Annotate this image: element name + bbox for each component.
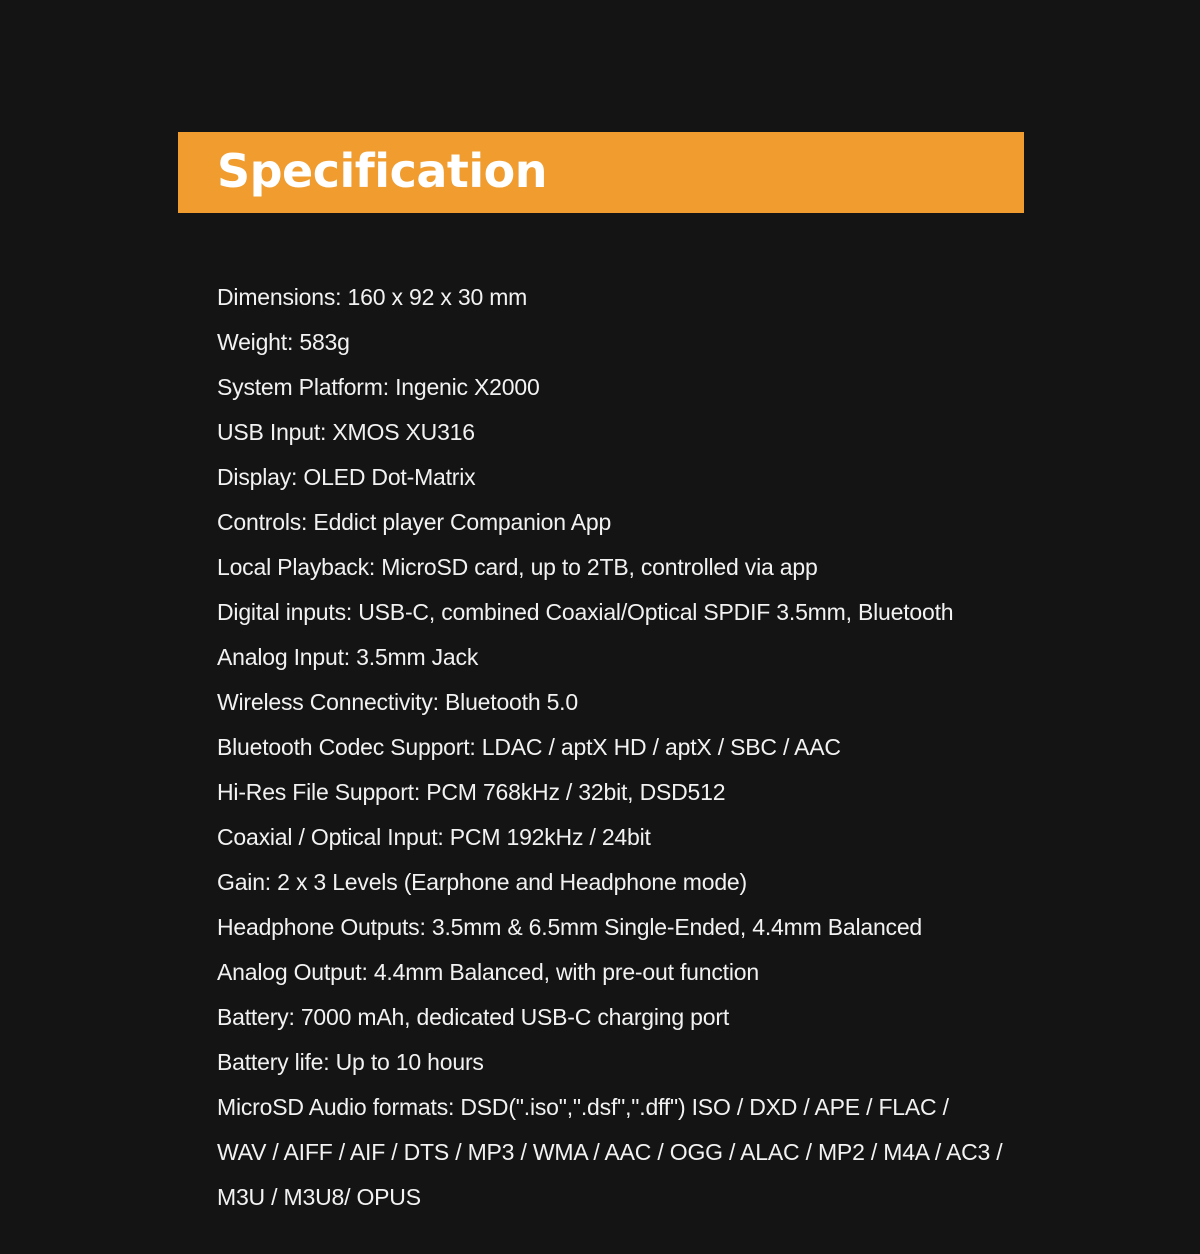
specification-list [217, 275, 1017, 1220]
spec-item-display: Display: OLED Dot-Matrix [217, 464, 476, 490]
spec-item-audio-formats-line-1: MicroSD Audio formats: DSD(".iso",".dsf",".dff") ISO / DXD / APE / FLAC / [217, 1094, 949, 1120]
spec-item-dimensions: Dimensions: 160 x 92 x 30 mm [217, 284, 528, 310]
spec-item-controls: Controls: Eddict player Companion App [217, 509, 612, 535]
spec-item-audio-formats-line-2: WAV / AIFF / AIF / DTS / MP3 / WMA / AAC / OGG / ALAC / MP2 / M4A / AC3 / [217, 1139, 1003, 1165]
spec-item-gain: Gain: 2 x 3 Levels (Earphone and Headphone mode) [217, 869, 747, 895]
spec-item-local-playback: Local Playback: MicroSD card, up to 2TB, controlled via app [217, 554, 818, 580]
spec-item-audio-formats-line-3: M3U / M3U8/ OPUS [217, 1184, 421, 1210]
spec-item-analog-input: Analog Input: 3.5mm Jack [217, 644, 479, 670]
spec-item-hi-res-support: Hi-Res File Support: PCM 768kHz / 32bit, DSD512 [217, 779, 726, 805]
spec-item-usb-input: USB Input: XMOS XU316 [217, 419, 475, 445]
spec-item-analog-output: Analog Output: 4.4mm Balanced, with pre-out function [217, 959, 759, 985]
spec-item-headphone-outputs: Headphone Outputs: 3.5mm & 6.5mm Single-Ended, 4.4mm Balanced [217, 914, 923, 940]
spec-item-digital-inputs: Digital inputs: USB-C, combined Coaxial/Optical SPDIF 3.5mm, Bluetooth [217, 599, 954, 625]
spec-item-battery-life: Battery life: Up to 10 hours [217, 1049, 484, 1075]
specification-header-bar [178, 132, 1024, 213]
spec-item-system-platform: System Platform: Ingenic X2000 [217, 374, 540, 400]
spec-item-bluetooth-codec: Bluetooth Codec Support: LDAC / aptX HD / aptX / SBC / AAC [217, 734, 841, 760]
spec-item-wireless-connectivity: Wireless Connectivity: Bluetooth 5.0 [217, 689, 578, 715]
spec-item-battery: Battery: 7000 mAh, dedicated USB-C charging port [217, 1004, 730, 1030]
page-title: Specification [217, 144, 547, 198]
spec-item-weight: Weight: 583g [217, 329, 350, 355]
spec-item-coaxial-optical-input: Coaxial / Optical Input: PCM 192kHz / 24bit [217, 824, 651, 850]
